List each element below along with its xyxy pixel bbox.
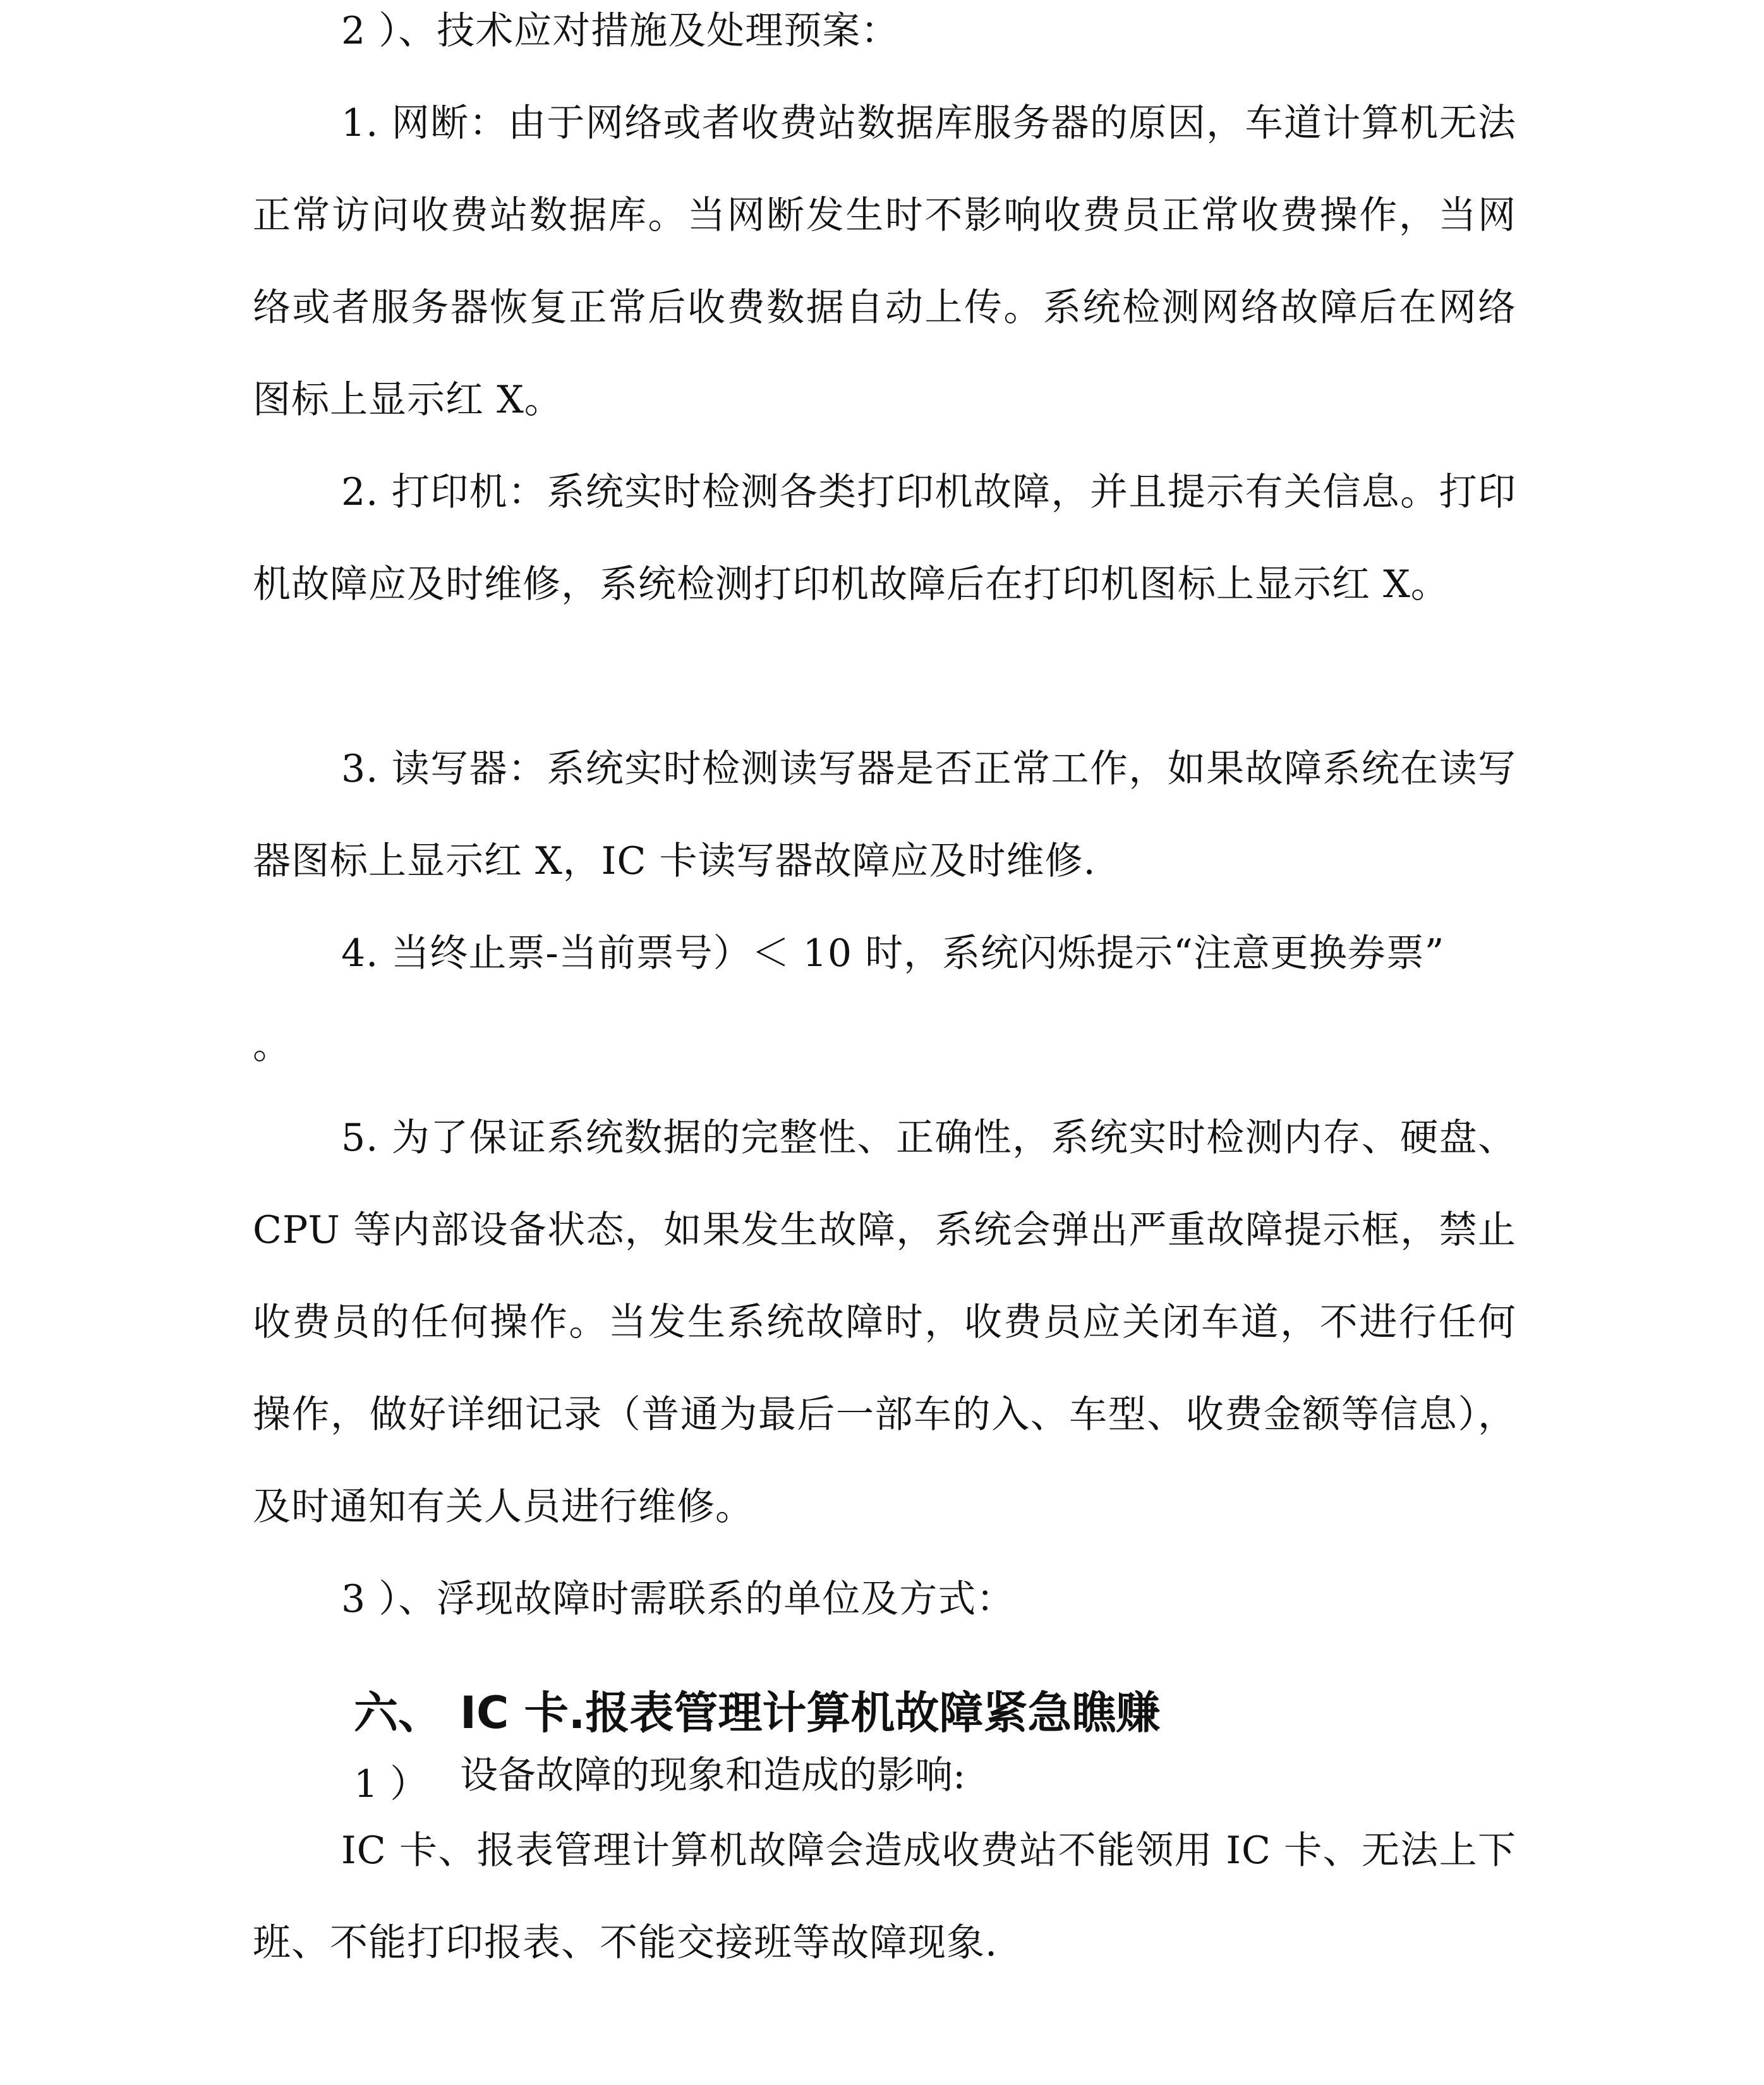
chapter-6-title: IC 卡.报表管理计算机故障紧急瞧赚 <box>460 1687 1161 1739</box>
section-2-heading: 2 ）、技术应对措施及处理预案： <box>341 9 900 53</box>
item-1-network-outage: 1. 网断：由于网络或者收费站数据库服务器的原因，车道计算机无法正常访问收费站数据库。当网断发生时不影响收费员正常收费操作，当网络或者服务器恢复正常后收费数据自动上传。系统检测网络故障后在网络图标上显示红 X。 <box>253 101 1516 422</box>
item-3-card-reader: 3. 读写器：系统实时检测读写器是否正常工作，如果故障系统在读写器图标上显示红 X，IC 卡读写器故障应及时维修. <box>253 747 1516 883</box>
item-2-printer: 2. 打印机：系统实时检测各类打印机故障，并且提示有关信息。打印机故障应及时维修，系统检测打印机故障后在打印机图标上显示红 X。 <box>253 470 1516 607</box>
sub-1-body: IC 卡、报表管理计算机故障会造成收费站不能领用 IC 卡、无法上下班、不能打印报表、不能交接班等故障现象. <box>253 1828 1516 1965</box>
section-3-heading: 3 ）、浮现故障时需联系的单位及方式： <box>341 1577 1015 1621</box>
sub-1-number: 1 ） <box>354 1762 428 1806</box>
item-5-system-fault: 5. 为了保证系统数据的完整性、正确性，系统实时检测内存、硬盘、CPU 等内部设备状态，如果发生故障，系统会弹出严重故障提示框，禁止收费员的任何操作。当发生系统故障时，收费员应关闭车道，不进行任何操作，做好详细记录（普通为最后一部车的入、车型、收费金额等信息），及时通知有关人员进行维修。 <box>253 1116 1516 1529</box>
sub-1-title: 设备故障的现象和造成的影响: <box>460 1753 966 1798</box>
sub-1-heading <box>354 1750 966 1806</box>
chapter-6-heading <box>354 1684 1160 1741</box>
chapter-6-number: 六、 <box>354 1687 442 1739</box>
item-4-ticket-warning: 4. 当终止票-当前票号）＜ 10 时，系统闪烁提示“注意更换券票” <box>341 931 1445 976</box>
item-4-tail: 。 <box>253 1024 291 1068</box>
